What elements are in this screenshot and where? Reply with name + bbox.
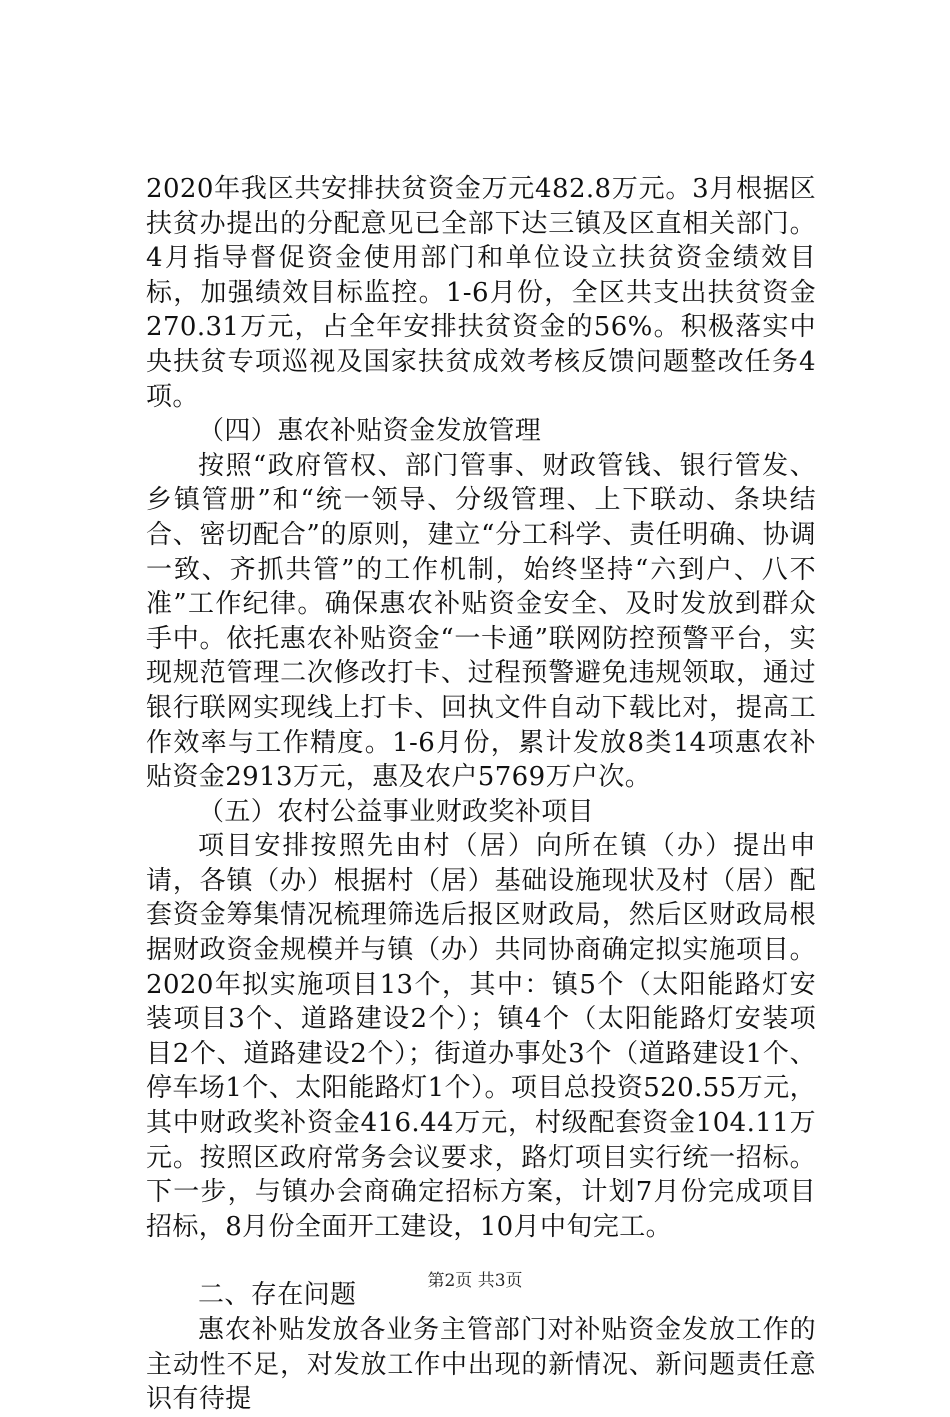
paragraph-poverty-funds: 2020年我区共安排扶贫资金万元482.8万元。3月根据区扶贫办提出的分配意见已全部下达三镇及区直相关部门。4月指导督促资金使用部门和单位设立扶贫资金绩效目标，加强绩效目标监控。1-6月份，全区共支出扶贫资金270.31万元，占全年安排扶贫资金的56%。积极落实中央扶贫专项巡视及国家扶贫成效考核反馈问题整改任务4项。 [146,174,816,412]
paragraph-problems: 惠农补贴发放各业务主管部门对补贴资金发放工作的主动性不足，对发放工作中出现的新情况、新问题责任意识有待提 [146,1315,816,1415]
document-body [146,172,816,1417]
page-footer: 第2页 共3页 [427,1271,523,1291]
section-heading-problems: 二、存在问题 [198,1280,357,1311]
paragraph-subsidy-management: 按照“政府管权、部门管事、财政管钱、银行管发、乡镇管册”和“统一领导、分级管理、上下联动、条块结合、密切配合”的原则，建立“分工科学、责任明确、协调一致、齐抓共管”的工作机制，始终坚持“六到户、八不准”工作纪律。确保惠农补贴资金安全、及时发放到群众手中。依托惠农补贴资金“一卡通”联网防控预警平台，实现规范管理二次修改打卡、过程预警避免违规领取，通过银行联网实现线上打卡、回执文件自动下载比对，提高工作效率与工作精度。1-6月份，累计发放8类14项惠农补贴资金2913万元，惠及农户5769万户次。 [146,450,816,793]
paragraph-rural-projects: 项目安排按照先由村（居）向所在镇（办）提出申请，各镇（办）根据村（居）基础设施现状及村（居）配套资金筹集情况梳理筛选后报区财政局，然后区财政局根据财政资金规模并与镇（办）共同协商确定拟实施项目。2020年拟实施项目13个，其中：镇5个（太阳能路灯安装项目3个、道路建设2个）；镇4个（太阳能路灯安装项目2个、道路建设2个）；街道办事处3个（道路建设1个、停车场1个、太阳能路灯1个）。项目总投资520.55万元，其中财政奖补资金416.44万元，村级配套资金104.11万元。按照区政府常务会议要求，路灯项目实行统一招标。下一步，与镇办会商确定招标方案，计划7月份完成项目招标，8月份全面开工建设，10月中旬完工。 [146,831,816,1242]
section-heading-5: （五）农村公益事业财政奖补项目 [198,796,595,827]
section-heading-4: （四）惠农补贴资金发放管理 [198,416,542,447]
